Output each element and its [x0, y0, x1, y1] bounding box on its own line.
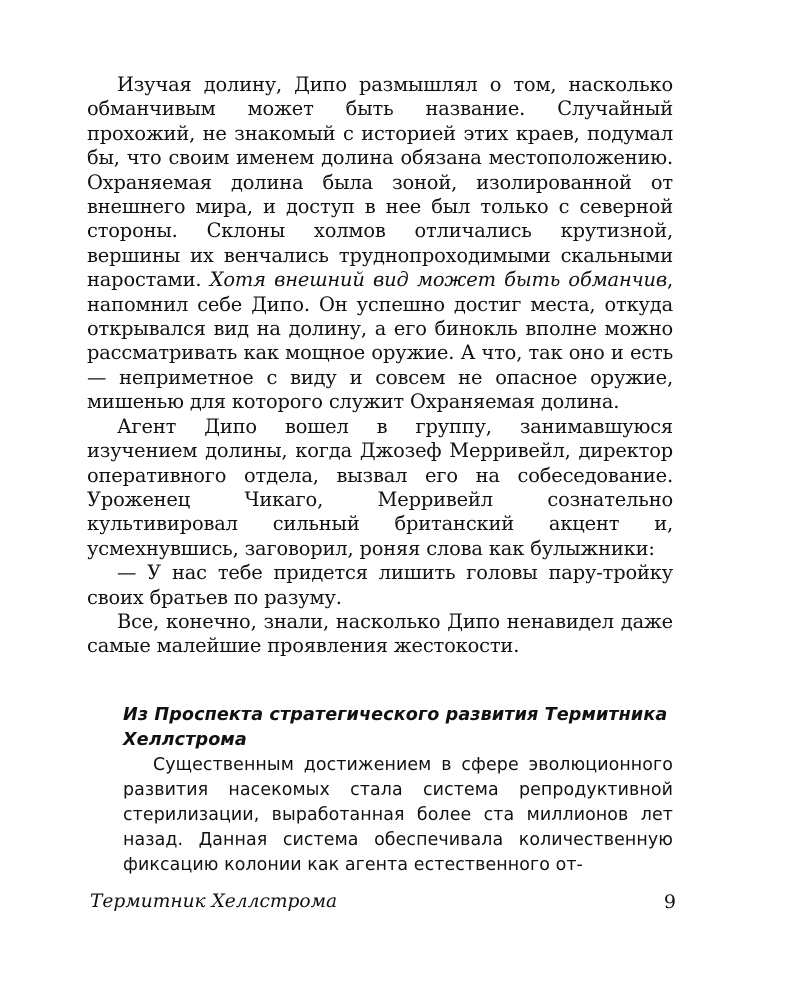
- excerpt-body: Существенным достижением в сфере эволюционного развития насекомых стала система репродуктивной стерилизации, выработанная более ста миллионов лет назад. Данная система обеспечивала количественную фиксацию колонии как агента естественного от-: [123, 754, 673, 875]
- main-text: [87, 73, 673, 659]
- running-footer-title: Термитник Хеллстрома: [90, 891, 338, 912]
- paragraph-4: Все, конечно, знали, насколько Дипо ненавидел даже самые малейшие проявления жестокости.: [87, 609, 673, 658]
- excerpt-heading: Из Проспекта стратегического развития Термитника Хеллстрома: [123, 705, 668, 750]
- paragraph-1-italic: Хотя внешний вид может быть обманчив: [209, 268, 667, 292]
- paragraph-1: [87, 73, 673, 415]
- paragraph-1-text-b: , напомнил себе Дипо. Он успешно достиг места, откуда открывался вид на долину, а его бинокль вполне можно рассматривать как мощное оружие. А что, так оно и есть — неприметное с виду и совсем не опасное оружие, мишенью для которого служит Охраняемая долина.: [87, 268, 673, 414]
- excerpt-section: [123, 703, 673, 878]
- paragraph-1-text-a: Изучая долину, Дипо размышлял о том, насколько обманчивым может быть название. Случайный прохожий, не знакомый с историей этих краев, подумал бы, что своим именем долина обязана местоположению. Охраняемая долина была зоной, изолированной от внешнего мира, и доступ в нее был только с северной стороны. Склоны холмов отличались крутизной, вершины их венчались труднопроходимыми скальными наростами.: [87, 73, 673, 292]
- page-number: 9: [663, 891, 676, 913]
- paragraph-2: Агент Дипо вошел в группу, занимавшуюся изучением долины, когда Джозеф Мерривейл, директор оперативного отдела, вызвал его на собеседование. Уроженец Чикаго, Мерривейл сознательно культивировал сильный британский акцент и, усмехнувшись, заговорил, роняя слова как булыжники:: [87, 414, 673, 560]
- paragraph-3-dialog: — У нас тебе придется лишить головы пару-тройку своих братьев по разуму.: [87, 561, 673, 609]
